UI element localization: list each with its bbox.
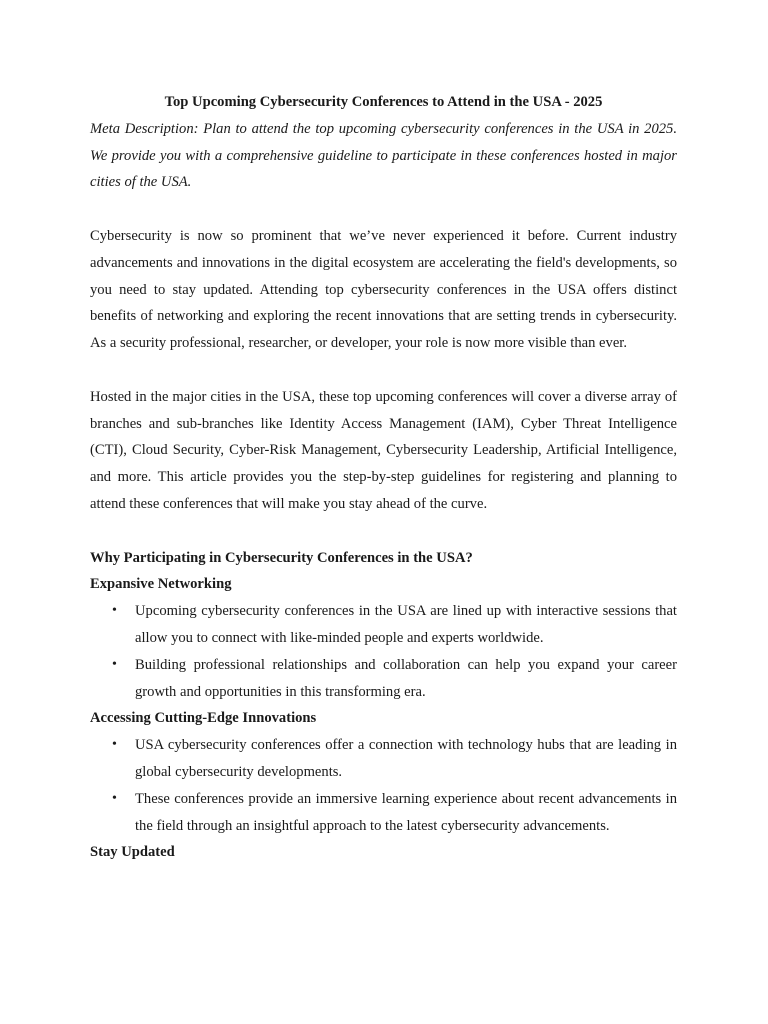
blank-line — [90, 357, 677, 384]
intro-paragraph-1: Cybersecurity is now so prominent that we’ve never experienced it before. Current industry advancements and innovations in the digital ecosystem are accelerating the field's developments, so you need to stay updated. Attending top cybersecurity conferences in the USA offers distinct benefits of networking and exploring the recent innovations that are setting trends in cybersecurity. As a security professional, researcher, or developer, your role is now more visible than ever. — [90, 227, 677, 352]
list-item-text: USA cybersecurity conferences offer a connection with technology hubs that are leading in global cybersecurity developments. — [135, 737, 677, 780]
document-page — [90, 89, 677, 866]
subsection-heading-networking: Expansive Networking — [90, 576, 232, 593]
subsection-heading-innovations: Accessing Cutting-Edge Innovations — [90, 710, 317, 727]
list-item — [90, 786, 677, 840]
list-item-text: Building professional relationships and collaboration can help you expand your career growth and opportunities in this transforming era. — [135, 656, 677, 700]
list-item — [90, 732, 677, 786]
bullet-icon: • — [112, 603, 117, 619]
subsection-heading-stay-updated: Stay Updated — [90, 844, 175, 861]
bullet-icon: • — [112, 656, 117, 672]
bullet-icon: • — [112, 737, 117, 753]
list-item-text: Upcoming cybersecurity conferences in the USA are lined up with interactive sessions that allow you to connect with like-minded people and experts worldwide. — [135, 603, 677, 646]
list-item — [90, 652, 677, 706]
blank-line — [90, 196, 677, 223]
bullet-list-innovations — [90, 732, 677, 839]
list-item-text: These conferences provide an immersive learning experience about recent advancements in the field through an insightful approach to the latest cybersecurity advancements. — [135, 790, 677, 834]
bullet-icon: • — [112, 790, 117, 806]
bullet-list-networking — [90, 598, 677, 705]
document-title: Top Upcoming Cybersecurity Conferences to Attend in the USA - 2025 — [164, 94, 603, 110]
section-heading: Why Participating in Cybersecurity Conferences in the USA? — [90, 549, 473, 566]
list-item — [90, 598, 677, 652]
meta-description: Meta Description: Plan to attend the top upcoming cybersecurity conferences in the USA in 2025. We provide you with a comprehensive guideline to participate in these conferences hosted in major cities of the USA. — [90, 120, 677, 191]
intro-paragraph-2: Hosted in the major cities in the USA, these top upcoming conferences will cover a diverse array of branches and sub-branches like Identity Access Management (IAM), Cyber Threat Intelligence (CTI), Cloud Security, Cyber-Risk Management, Cybersecurity Leadership, Artificial Intelligence, and more. This article provides you the step-by-step guidelines for registering and planning to attend these conferences that will make you stay ahead of the curve. — [90, 388, 677, 512]
blank-line — [90, 518, 677, 545]
